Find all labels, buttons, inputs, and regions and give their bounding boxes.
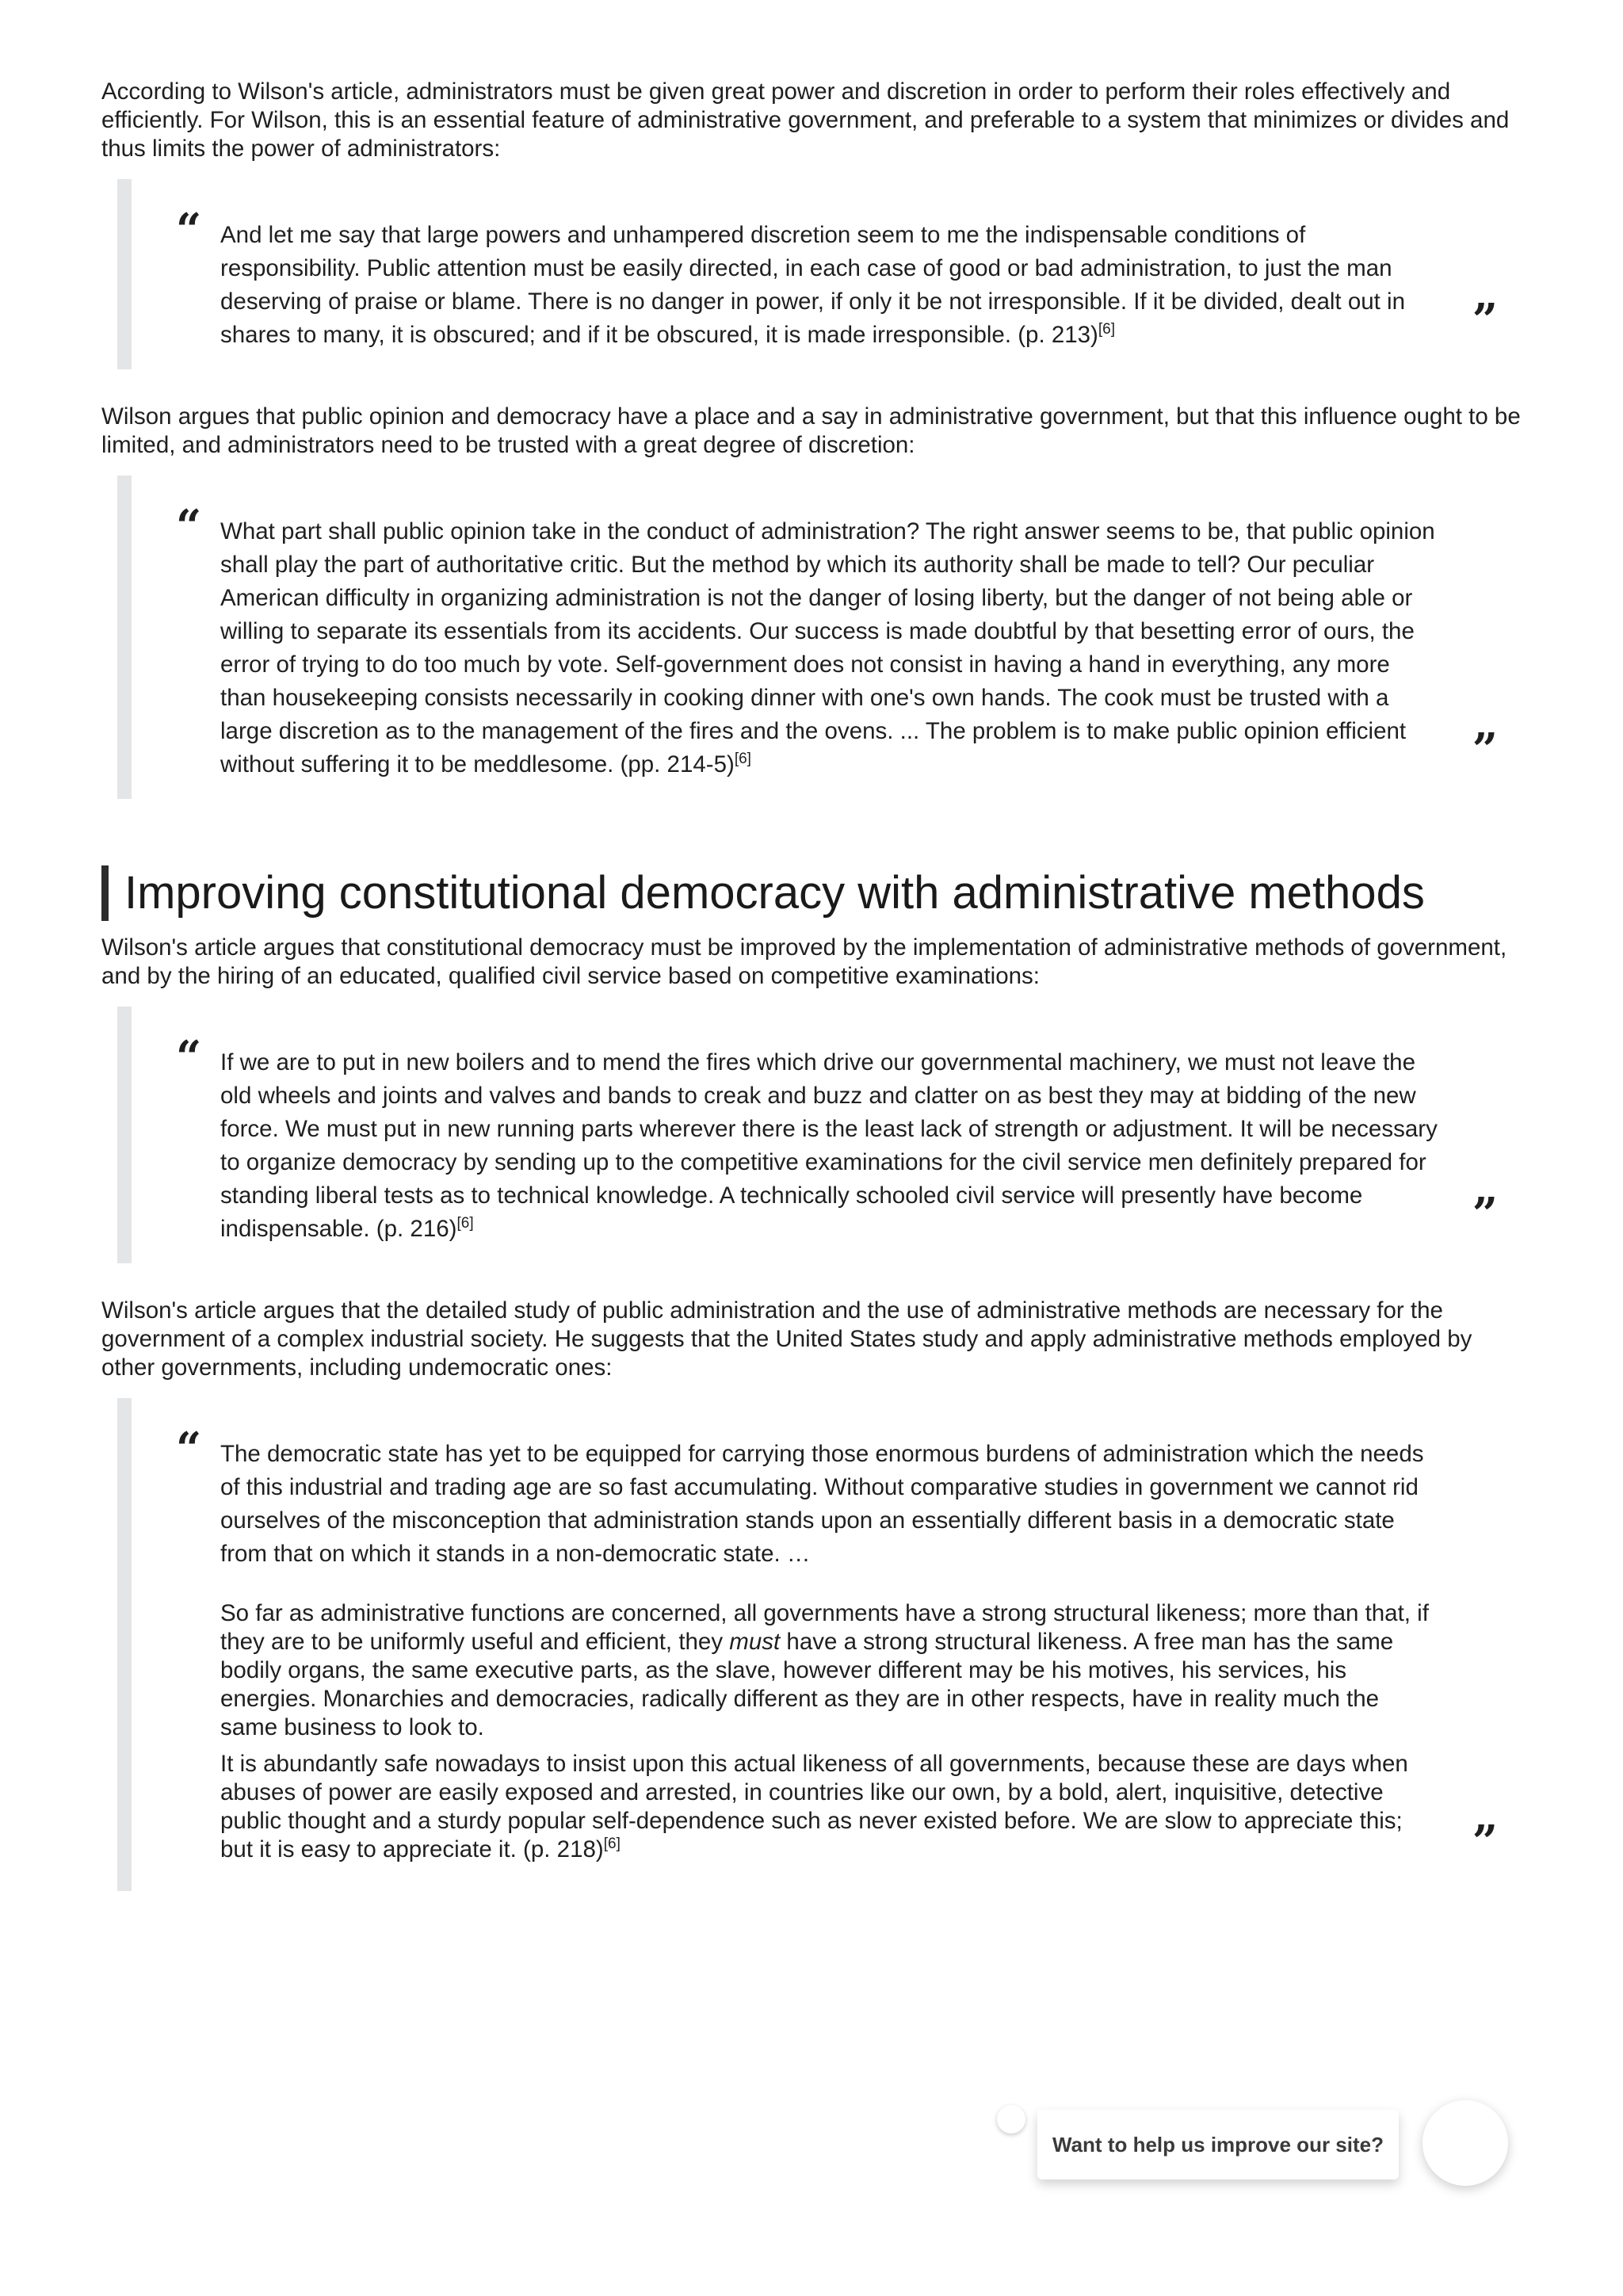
intro-paragraph-1: According to Wilson's article, administrators must be given great power and discretion in order to perform their roles effectively and efficiently. For Wilson, this is an essential feature of administrative government, and preferable to a system that minimizes or divides and thus limits the power of administrators: (101, 78, 1510, 162)
close-quote-icon: ” (1472, 294, 1498, 346)
close-quote-icon: ” (1472, 724, 1498, 776)
quote-text-4-p3: It is abundantly safe nowadays to insist upon this actual likeness of all governments, because these are days when abuses of power are easily exposed and arrested, in countries like our own, by a bold, alert, inquisitive, detective public thought and a sturdy popular self-dependence such as never existed before. We are slow to appreciate this; but it is easy to appreciate it. (p. 218)[6] (220, 1751, 1408, 1862)
intro-paragraph-4: Wilson's article argues that the detailed study of public administration and the use of administrative methods are necessary for the government of a complex industrial society. He suggests that the United States study and apply administrative methods employed by other governments, including undemocratic ones: (101, 1297, 1472, 1381)
emphasis-must: must (729, 1629, 781, 1655)
blockquote-1 (117, 179, 1528, 369)
citation-link[interactable]: [6] (603, 1836, 621, 1853)
intro-paragraph-3: Wilson's article argues that constitutional democracy must be improved by the implementation of administrative methods of government, and by the hiring of an educated, qualified civil service based on competitive examinations: (101, 934, 1507, 989)
intro-paragraph-2: Wilson argues that public opinion and democracy have a place and a say in administrative government, but that this influence ought to be limited, and administrators need to be trusted with a great degree of discretion: (101, 403, 1521, 458)
feedback-prompt-bubble[interactable] (1037, 2110, 1399, 2179)
quote-text-2: What part shall public opinion take in the conduct of administration? The right answer seems to be, that public opinion shall play the part of authoritative critic. But the method by which its authority shall be made to tell? Our peculiar American difficulty in organizing administration is not the danger of losing liberty, but the danger of not being able or willing to separate its essentials from its accidents. Our success is made doubtful by that besetting error of ours, the error of trying to do too much by vote. Self-government does not consist in having a hand in everything, any more than housekeeping consists necessarily in cooking dinner with one's own hands. The cook must be trusted with a large discretion as to the management of the fires and the ovens. ... The problem is to make public opinion efficient without suffering it to be meddlesome. (pp. 214-5)[6] (220, 518, 1435, 777)
article-body (101, 78, 1528, 1891)
quote-text-4-p1: The democratic state has yet to be equipped for carrying those enormous burdens of administration which the needs of this industrial and trading age are so fast accumulating. Without comparative studies in government we cannot rid ourselves of the misconception that administration stands upon an essentially different basis in a democratic state from that on which it stands in a non-democratic state. … (220, 1441, 1424, 1567)
open-quote-icon: “ (176, 1031, 202, 1083)
citation-link[interactable]: [6] (1098, 321, 1116, 338)
feedback-launcher-button[interactable] (1423, 2100, 1508, 2186)
blockquote-2 (117, 476, 1528, 799)
open-quote-icon: “ (176, 1423, 202, 1475)
quote-text-3: If we are to put in new boilers and to mend the fires which drive our governmental machinery, we must not leave the old wheels and joints and valves and bands to creak and buzz and clatter on as best they may at bidding of the new force. We must put in new running parts wherever there is the least lack of strength or adjustment. It will be necessary to organize democracy by sending up to the competitive examinations for the civil service men definitely prepared for standing liberal tests as to technical knowledge. A technically schooled civil service will presently have become indispensable. (p. 216)[6] (220, 1049, 1438, 1242)
feedback-dismiss-dot[interactable] (997, 2105, 1025, 2134)
close-quote-icon: ” (1472, 1816, 1498, 1868)
citation-link[interactable]: [6] (456, 1215, 474, 1232)
open-quote-icon: “ (176, 204, 202, 256)
close-quote-icon: ” (1472, 1188, 1498, 1240)
open-quote-icon: “ (176, 500, 202, 552)
citation-link[interactable]: [6] (734, 751, 751, 768)
blockquote-4 (117, 1398, 1528, 1891)
feedback-prompt-text: Want to help us improve our site? (1052, 2132, 1384, 2157)
section-heading: Improving constitutional democracy with administrative methods (101, 865, 1528, 921)
blockquote-3 (117, 1007, 1528, 1263)
quote-text-1: And let me say that large powers and unhampered discretion seem to me the indispensable conditions of responsibility. Public attention must be easily directed, in each case of good or bad administration, to just the man deserving of praise or blame. There is no danger in power, if only it be not irresponsible. If it be divided, dealt out in shares to many, it is obscured; and if it be obscured, it is made irresponsible. (p. 213)[6] (220, 222, 1405, 348)
quote-text-4-p2: So far as administrative functions are concerned, all governments have a strong structural likeness; more than that, if they are to be uniformly useful and efficient, they must have a strong structural likeness. A free man has the same bodily organs, the same executive parts, as the slave, however different may be his motives, his services, his energies. Monarchies and democracies, radically different as they are in other respects, have in reality much the same business to look to. (220, 1600, 1429, 1740)
